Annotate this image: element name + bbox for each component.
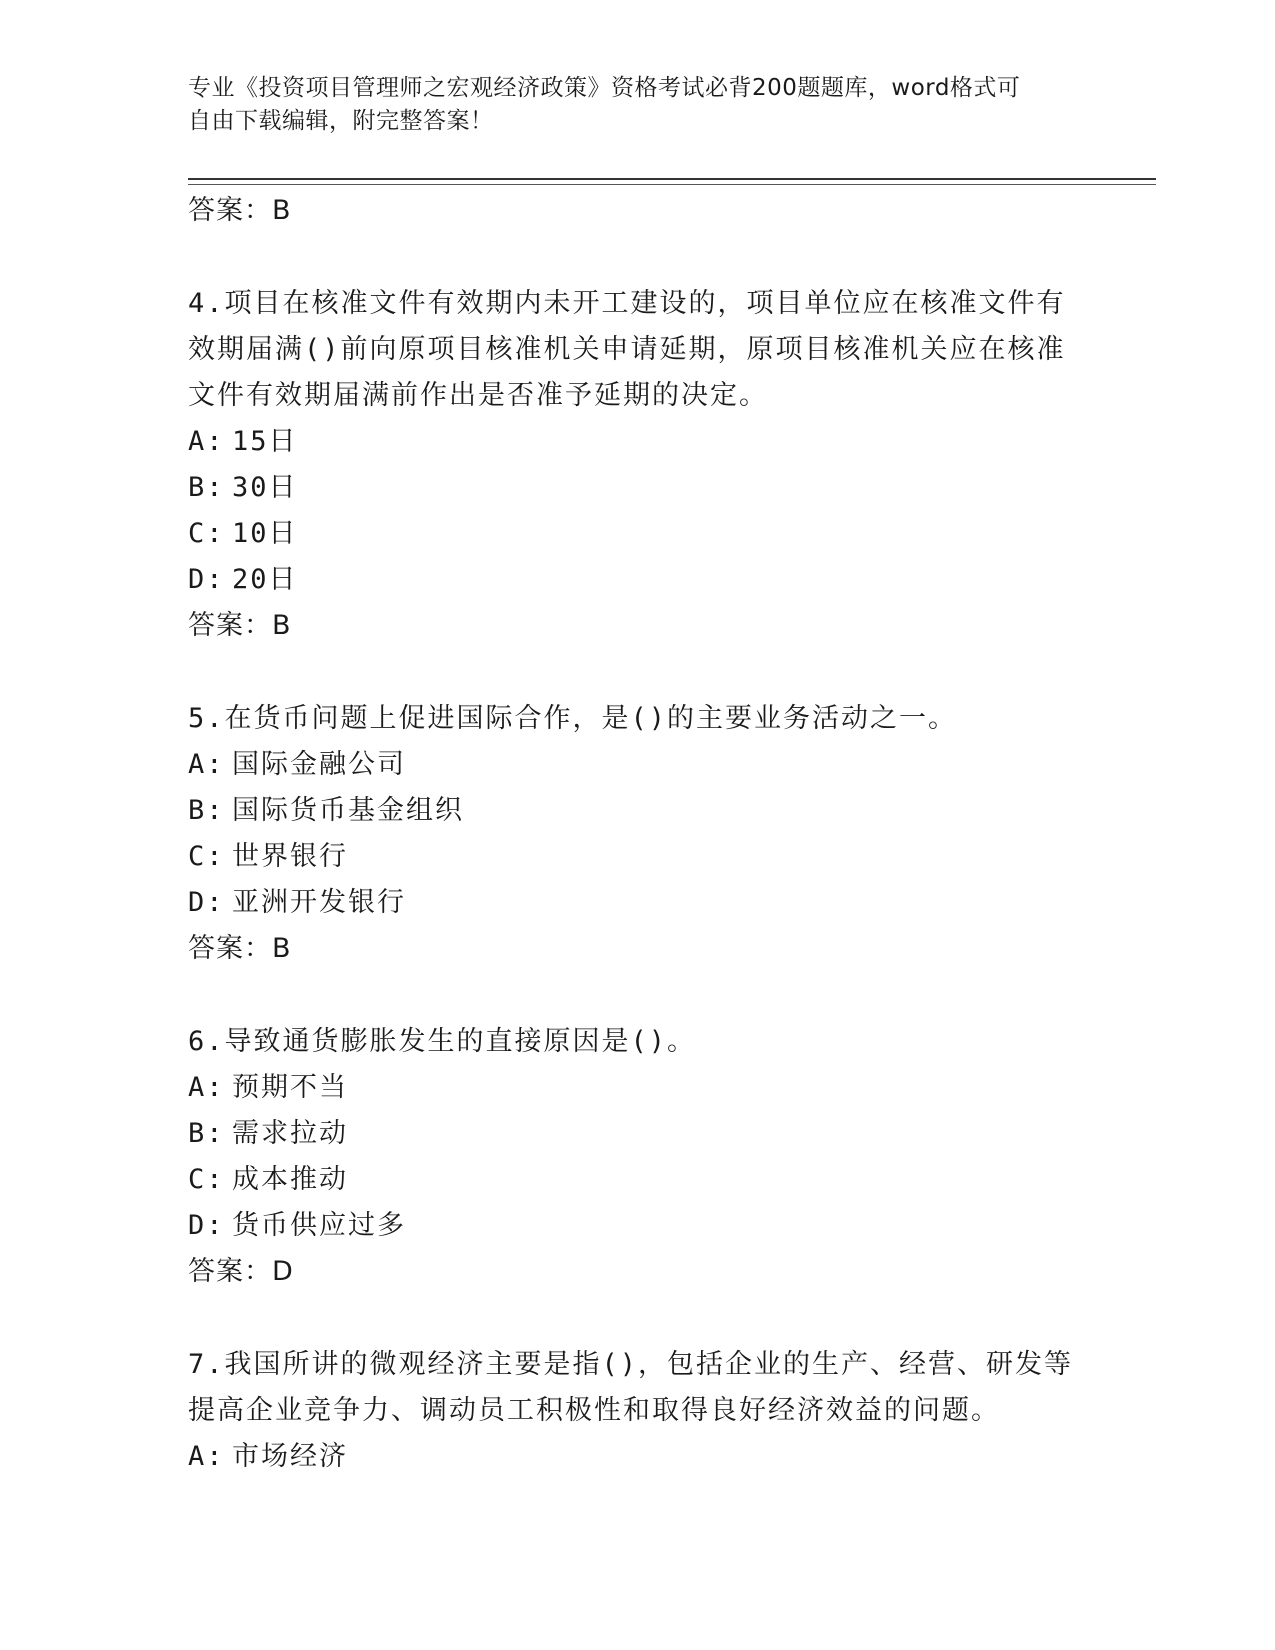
option-a	[188, 1065, 1078, 1111]
header-divider-thick	[188, 178, 1156, 180]
option-b	[188, 465, 1078, 511]
option-letter: A:	[188, 426, 225, 457]
option-a	[188, 742, 1078, 788]
option-text: 货币供应过多	[232, 1210, 406, 1241]
answer-line: 答案：B	[188, 610, 292, 641]
option-a	[188, 1434, 1078, 1480]
answer-line: 答案：D	[188, 1256, 294, 1287]
answer-line: 答案：B	[188, 933, 292, 964]
option-text: 国际货币基金组织	[232, 795, 464, 826]
option-a	[188, 419, 1078, 465]
question-stem: 6.导致通货膨胀发生的直接原因是()。	[188, 1026, 697, 1057]
question-item	[188, 281, 1078, 649]
option-text: 亚洲开发银行	[232, 887, 406, 918]
option-d	[188, 880, 1078, 926]
option-c	[188, 511, 1078, 557]
option-text: 30日	[232, 472, 298, 503]
option-letter: B:	[188, 795, 225, 826]
option-letter: C:	[188, 841, 225, 872]
option-text: 国际金融公司	[232, 749, 406, 780]
option-text: 15日	[232, 426, 298, 457]
document-header	[188, 72, 1068, 138]
option-letter: A:	[188, 1072, 225, 1103]
option-letter: C:	[188, 518, 225, 549]
option-letter: A:	[188, 749, 225, 780]
option-letter: D:	[188, 1210, 225, 1241]
option-d	[188, 1203, 1078, 1249]
option-letter: C:	[188, 1164, 225, 1195]
question-stem: 5.在货币问题上促进国际合作，是()的主要业务活动之一。	[188, 703, 958, 734]
question-stem: 7.我国所讲的微观经济主要是指()，包括企业的生产、经营、研发等提高企业竞争力、调动员工积极性和取得良好经济效益的问题。	[188, 1349, 1074, 1426]
answer-line: 答案：B	[188, 195, 292, 226]
option-text: 预期不当	[232, 1072, 348, 1103]
header-line-2: 自由下载编辑，附完整答案！	[188, 108, 494, 134]
option-b	[188, 1111, 1078, 1157]
option-text: 市场经济	[232, 1441, 348, 1472]
question-item	[188, 1342, 1078, 1480]
question-stem: 4.项目在核准文件有效期内未开工建设的，项目单位应在核准文件有效期届满()前向原项目核准机关申请延期，原项目核准机关应在核准文件有效期届满前作出是否准予延期的决定。	[188, 288, 1066, 411]
option-c	[188, 1157, 1078, 1203]
option-text: 需求拉动	[232, 1118, 348, 1149]
option-text: 10日	[232, 518, 298, 549]
option-letter: B:	[188, 472, 225, 503]
option-text: 成本推动	[232, 1164, 348, 1195]
option-text: 世界银行	[232, 841, 348, 872]
question-item	[188, 1019, 1078, 1295]
option-c	[188, 834, 1078, 880]
question-item	[188, 696, 1078, 972]
question-list	[188, 188, 1078, 1480]
option-letter: A:	[188, 1441, 225, 1472]
header-divider-thin	[188, 184, 1156, 185]
option-text: 20日	[232, 564, 298, 595]
option-d	[188, 557, 1078, 603]
option-b	[188, 788, 1078, 834]
option-letter: B:	[188, 1118, 225, 1149]
header-line-1: 专业《投资项目管理师之宏观经济政策》资格考试必背200题题库，word格式可	[188, 75, 1021, 101]
option-letter: D:	[188, 887, 225, 918]
option-letter: D:	[188, 564, 225, 595]
